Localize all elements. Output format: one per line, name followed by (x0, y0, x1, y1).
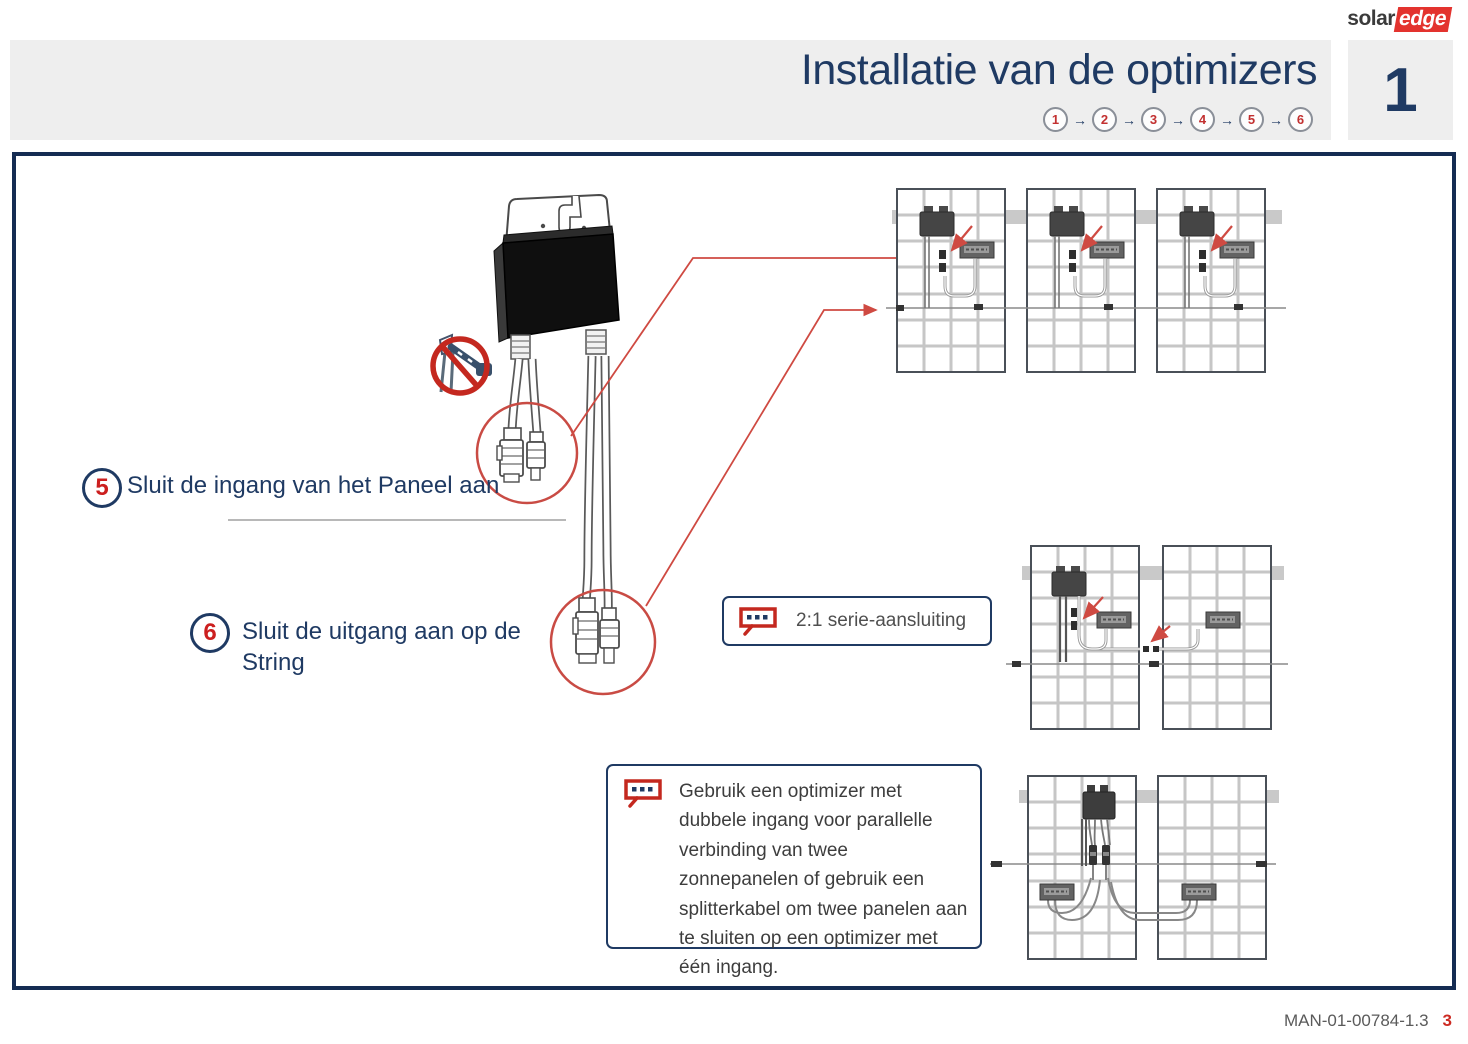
sequence-step-2: 2 (1092, 107, 1117, 132)
note-parallel-text: Gebruik een optimizer met dubbele ingang voor parallelle verbinding van twee zonnepanelen of gebruik een splitterkabel om twee panelen aan te sluiten op een optimizer met één ingang. (679, 781, 968, 979)
logo-edge-text: edge (1394, 7, 1452, 32)
chapter-number-badge: 1 (1348, 40, 1453, 140)
sequence-step-6: 6 (1288, 107, 1313, 132)
step5-label: Sluit de ingang van het Paneel aan (127, 472, 500, 499)
page-number: 3 (1442, 1011, 1452, 1030)
speech-bubble-icon (739, 607, 779, 636)
sequence-step-1: 1 (1043, 107, 1068, 132)
speech-bubble-icon (624, 779, 664, 808)
solaredge-logo (1347, 7, 1450, 32)
sequence-step-3: 3 (1141, 107, 1166, 132)
footer (1284, 1011, 1452, 1031)
note-parallel-box (606, 764, 982, 979)
sequence-arrow-icon: → (1220, 111, 1234, 128)
step6-number-badge: 6 (190, 613, 230, 653)
header-bar (10, 40, 1331, 140)
document-id: MAN-01-00784-1.3 (1283, 1011, 1429, 1030)
step-sequence (1043, 107, 1313, 132)
logo-solar-text: solar (1347, 7, 1395, 30)
note-serie-box (722, 596, 992, 646)
step5-number-badge: 5 (82, 468, 122, 508)
sequence-arrow-icon: → (1171, 111, 1185, 128)
sequence-arrow-icon: → (1269, 111, 1283, 128)
sequence-arrow-icon: → (1122, 111, 1136, 128)
note-serie-text: 2:1 serie-aansluiting (796, 610, 967, 631)
sequence-step-4: 4 (1190, 107, 1215, 132)
sequence-arrow-icon: → (1073, 111, 1087, 128)
divider-line (228, 519, 566, 521)
page-title: Installatie van de optimizers (800, 46, 1317, 94)
sequence-step-5: 5 (1239, 107, 1264, 132)
step6-label: Sluit de uitgang aan op de String (242, 618, 521, 676)
